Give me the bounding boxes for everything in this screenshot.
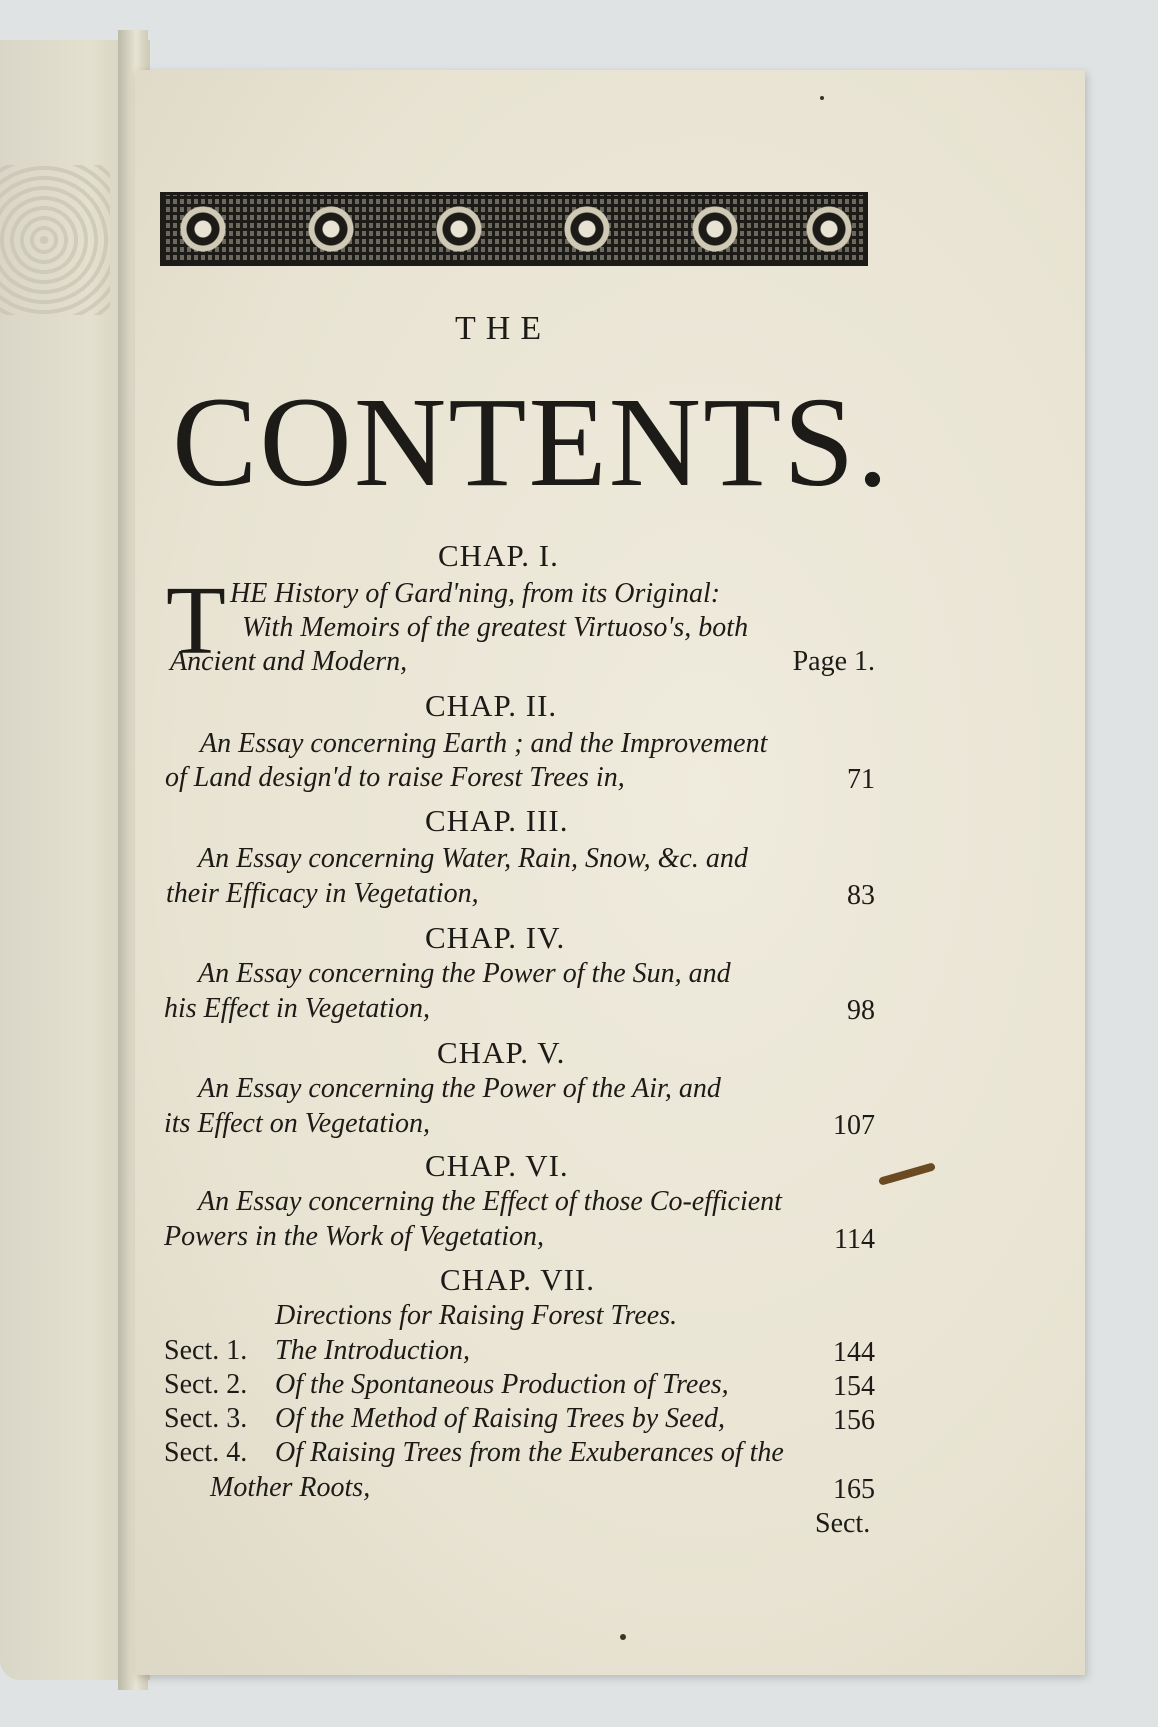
entry-line: their Efficacy in Vegetation,: [166, 878, 479, 909]
section-label: Sect. 3.: [164, 1403, 248, 1434]
page-number: 114: [834, 1224, 875, 1255]
page-number: 165: [833, 1474, 875, 1505]
ornament-motif: [803, 203, 855, 255]
page-number: 154: [833, 1371, 875, 1402]
section-title: Of Raising Trees from the Exuberances of the: [275, 1437, 784, 1468]
entry-line: its Effect on Vegetation,: [164, 1108, 430, 1139]
entry-line: With Memoirs of the greatest Virtuoso's, both: [242, 612, 749, 643]
entry-line: An Essay concerning Water, Rain, Snow, &c. and: [198, 843, 748, 874]
ornament-motif: [305, 203, 357, 255]
section-title: Of the Spontaneous Production of Trees,: [275, 1369, 729, 1400]
entry-line: Powers in the Work of Vegetation,: [164, 1221, 545, 1252]
page-number: 98: [847, 995, 875, 1026]
paper-speck: [820, 96, 824, 100]
title-the: THE: [455, 310, 552, 347]
chapter-heading: CHAP. VI.: [425, 1148, 569, 1183]
chapter-subheading: Directions for Raising Forest Trees.: [275, 1300, 678, 1331]
page-title: CONTENTS.: [172, 371, 891, 513]
page-number: 83: [847, 880, 875, 911]
drop-cap: T: [166, 567, 226, 675]
section-label: Sect. 4.: [164, 1437, 248, 1468]
section-title: The Introduction,: [275, 1335, 470, 1366]
chapter-heading: CHAP. II.: [425, 688, 558, 723]
entry-line: his Effect in Vegetation,: [164, 993, 430, 1024]
entry-line: of Land design'd to raise Forest Trees in,: [165, 762, 625, 793]
paper-speck: [620, 1634, 626, 1640]
chapter-heading: CHAP. V.: [437, 1035, 566, 1070]
chapter-heading: CHAP. III.: [425, 803, 569, 838]
section-title: Of the Method of Raising Trees by Seed,: [275, 1403, 725, 1434]
entry-line: An Essay concerning Earth ; and the Improvement: [200, 728, 768, 759]
entry-line: An Essay concerning the Power of the Air, and: [198, 1073, 721, 1104]
ornament-motif: [177, 203, 229, 255]
entry-line: HE History of Gard'ning, from its Original:: [230, 578, 721, 609]
chapter-heading: CHAP. I.: [438, 538, 559, 573]
entry-line: Ancient and Modern,: [170, 646, 408, 677]
ornament-motif: [561, 203, 613, 255]
previous-page-ornament: [0, 165, 110, 315]
page-number: 144: [833, 1337, 875, 1368]
section-label: Sect. 1.: [164, 1335, 248, 1366]
ornament-motif: [433, 203, 485, 255]
ornament-motif: [689, 203, 741, 255]
section-label: Sect. 2.: [164, 1369, 248, 1400]
chapter-heading: CHAP. VII.: [440, 1262, 595, 1297]
catchword: Sect.: [815, 1508, 871, 1539]
entry-line: An Essay concerning the Effect of those Co-efficient: [198, 1186, 782, 1217]
page-number: 156: [833, 1405, 875, 1436]
section-title-continued: Mother Roots,: [210, 1472, 371, 1503]
page-number: Page 1.: [792, 646, 875, 677]
entry-line: An Essay concerning the Power of the Sun, and: [198, 958, 731, 989]
header-ornament: [160, 192, 868, 266]
page-number: 71: [847, 764, 875, 795]
chapter-heading: CHAP. IV.: [425, 920, 566, 955]
page-number: 107: [833, 1110, 875, 1141]
